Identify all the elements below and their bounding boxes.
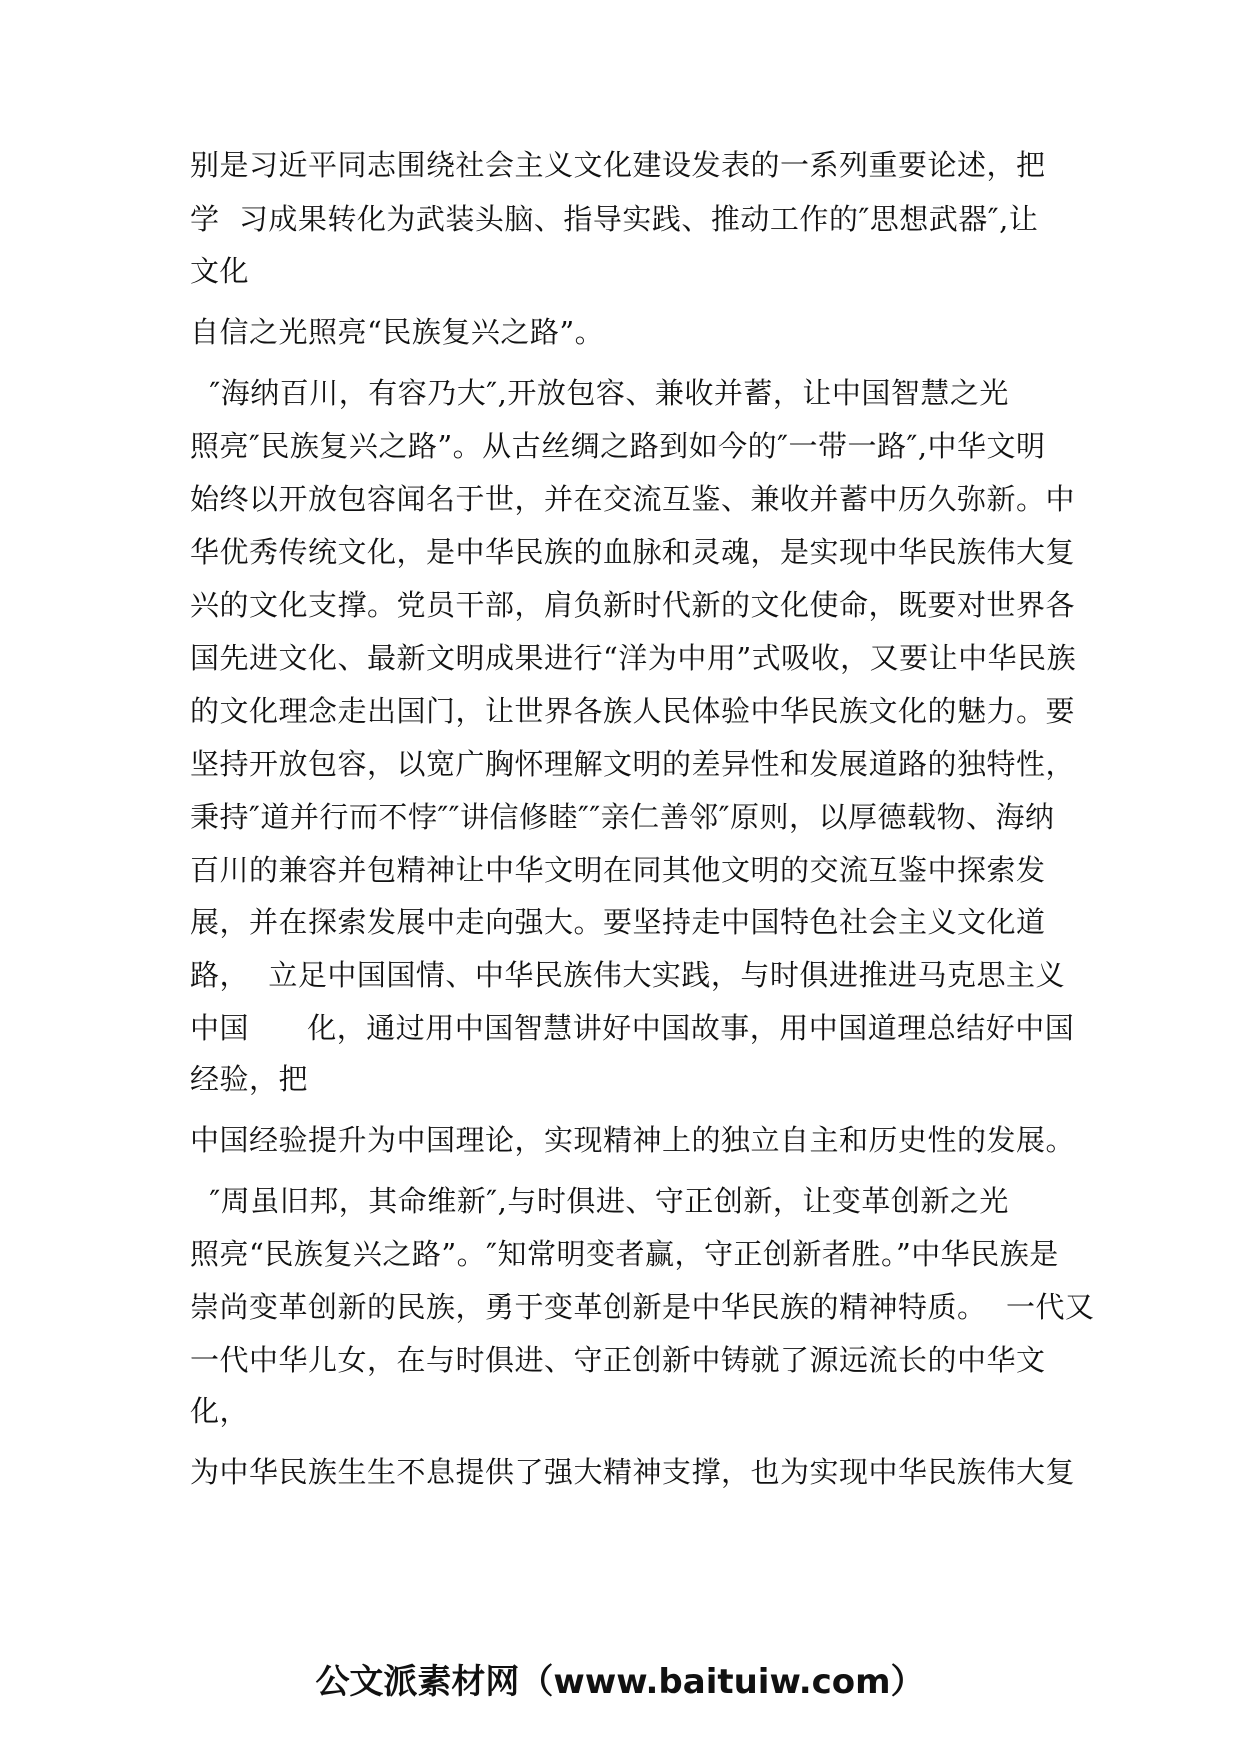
body-text-line: 坚持开放包容，以宽广胸怀理解文明的差异性和发展道路的独特性， (190, 747, 1076, 781)
body-text-line: 兴的文化支撑。党员干部，肩负新时代新的文化使命，既要对世界各 (190, 588, 1076, 622)
body-text-line: ″海纳百川，有容乃大″,开放包容、兼收并蓄，让中国智慧之光 (190, 376, 1009, 410)
body-text-line: 的文化理念走出国门，让世界各族人民体验中华民族文化的魅力。要 (190, 694, 1076, 728)
body-text-line: 百川的兼容并包精神让中华文明在同其他文明的交流互鉴中探索发 (190, 853, 1046, 887)
footer-watermark-text: 公文派素材网（www.baituiw.com） (315, 1662, 925, 1702)
body-text-line: 中国经验提升为中国理论，实现精神上的独立自主和历史性的发展。 (190, 1123, 1076, 1157)
body-text-line: 展，并在探索发展中走向强大。要坚持走中国特色社会主义文化道 (190, 905, 1046, 939)
body-text-line: 照亮″民族复兴之路”。从古丝绸之路到如今的″一带一路″,中华文明 (190, 429, 1046, 463)
body-text-line: 学 习成果转化为武装头脑、指导实践、推动工作的″思想武器″,让 (190, 202, 1039, 236)
body-text-line: 始终以开放包容闻名于世，并在交流互鉴、兼收并蓄中历久弥新。中 (190, 482, 1076, 516)
body-text-line: 自信之光照亮“民族复兴之路”。 (190, 315, 605, 349)
body-text-line: 化， (190, 1394, 250, 1428)
body-text-line: 别是习近平同志围绕社会主义文化建设发表的一系列重要论述，把 (190, 148, 1046, 182)
body-text-line: 秉持″道并行而不悖″″讲信修睦″″亲仁善邻″原则，以厚德载物、海纳 (190, 800, 1055, 834)
body-text-line: 文化 (190, 254, 250, 288)
body-text-line: 崇尚变革创新的民族，勇于变革创新是中华民族的精神特质。 一代又 (190, 1290, 1095, 1324)
body-text-line: 华优秀传统文化，是中华民族的血脉和灵魂，是实现中华民族伟大复 (190, 535, 1076, 569)
body-text-line: 路， 立足中国国情、中华民族伟大实践，与时俱进推进马克思主义 (190, 958, 1065, 992)
body-text-line: 照亮“民族复兴之路”。″知常明变者赢，守正创新者胜。”中华民族是 (190, 1237, 1059, 1271)
body-text-line: 一代中华儿女，在与时俱进、守正创新中铸就了源远流长的中华文 (190, 1343, 1046, 1377)
body-text-line: 为中华民族生生不息提供了强大精神支撑，也为实现中华民族伟大复 (190, 1455, 1076, 1489)
body-text-line: ″周虽旧邦，其命维新″,与时俱进、守正创新，让变革创新之光 (190, 1184, 1009, 1218)
body-text-line: 经验，把 (190, 1062, 309, 1096)
body-text-line: 国先进文化、最新文明成果进行“洋为中用”式吸收，又要让中华民族 (190, 641, 1077, 675)
body-text-line: 中国 化，通过用中国智慧讲好中国故事，用中国道理总结好中国 (190, 1011, 1075, 1045)
